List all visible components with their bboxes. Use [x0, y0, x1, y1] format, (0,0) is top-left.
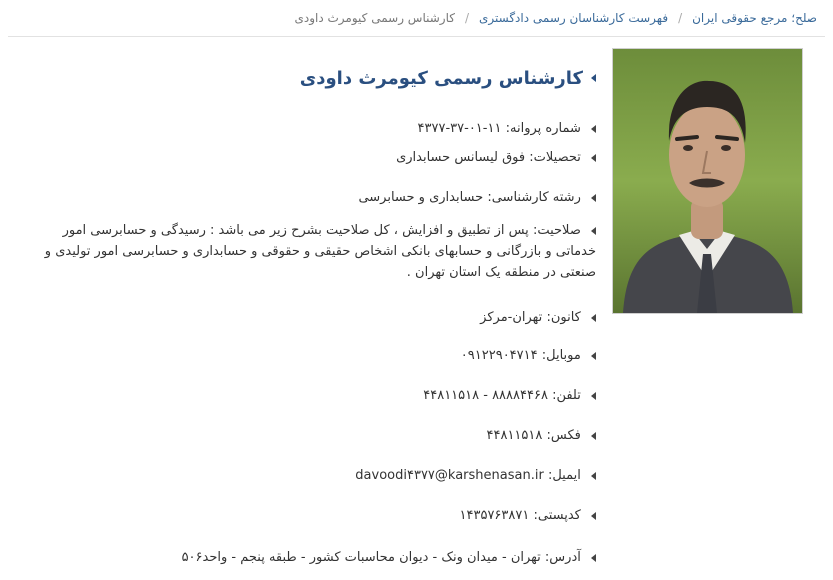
bullet-icon — [591, 512, 596, 520]
field-label: آدرس: — [544, 550, 581, 565]
field-label: ایمیل: — [547, 468, 581, 483]
profile-content — [24, 58, 596, 565]
breadcrumb-experts-list-link[interactable]: فهرست کارشناسان رسمی دادگستری — [479, 11, 669, 25]
education-field — [24, 147, 596, 168]
license-number-value: ۱۱-۰۱-۳۷-۴۳۷۷ — [417, 121, 502, 136]
phone-field — [24, 385, 596, 406]
field-label: فکس: — [546, 428, 581, 443]
bullet-icon — [591, 432, 596, 440]
person-photo-icon — [613, 49, 802, 313]
fax-field — [24, 425, 596, 446]
field-label: تلفن: — [552, 388, 581, 403]
postal-code-field — [24, 505, 596, 526]
postal-code-value: ۱۴۳۵۷۶۳۸۷۱ — [459, 508, 530, 523]
association-field — [24, 307, 596, 328]
expertise-value: حسابداری و حسابرسی — [358, 190, 484, 205]
expertise-field — [24, 187, 596, 208]
mobile-field — [24, 345, 596, 366]
email-value[interactable]: davoodi۴۳۷۷@karshenasan.ir — [355, 468, 544, 483]
breadcrumb-separator: / — [678, 11, 683, 25]
breadcrumb-home-link[interactable]: صلح؛ مرجع حقوقی ایران — [692, 11, 817, 25]
license-number-field — [24, 118, 596, 139]
bullet-icon — [591, 554, 596, 562]
email-field — [24, 465, 596, 486]
field-label: شماره پروانه: — [505, 121, 581, 136]
association-value: تهران-مرکز — [480, 310, 543, 325]
bullet-icon — [591, 194, 596, 202]
education-value: فوق لیسانس حسابداری — [396, 150, 526, 165]
bullet-icon — [591, 392, 596, 400]
fax-value: ۴۴۸۱۱۵۱۸ — [486, 428, 543, 443]
field-label: کدپستی: — [533, 508, 581, 523]
address-field — [24, 547, 596, 568]
field-label: کانون: — [546, 310, 581, 325]
breadcrumb-separator: / — [464, 11, 469, 25]
field-label: صلاحیت: — [532, 223, 581, 238]
breadcrumb-current: کارشناس رسمی کیومرث داودی — [294, 11, 455, 25]
bullet-icon — [591, 125, 596, 133]
qualification-value: پس از تطبیق و افزایش ، کل صلاحیت بشرح زیر می باشد : رسیدگی و حسابرسی امور خدماتی و بازرگانی و حسابهای بانکی اشخاص حقیقی و حقوقی و حسابداری و حسابرسی امور تولیدی و صنعتی در منطقه یک استان تهران . — [44, 223, 596, 280]
title-bullet-icon — [591, 74, 596, 82]
qualification-field — [24, 220, 596, 283]
bullet-icon — [591, 314, 596, 322]
breadcrumb — [8, 0, 825, 37]
page-title-text: کارشناس رسمی کیومرث داودی — [299, 67, 583, 89]
bullet-icon — [591, 227, 596, 235]
bullet-icon — [591, 154, 596, 162]
address-value: تهران - میدان ونک - دیوان محاسبات کشور - طبقه پنجم - واحد۵۰۶ — [181, 550, 541, 565]
field-label: رشته کارشناسی: — [487, 190, 581, 205]
mobile-value: ۰۹۱۲۲۹۰۴۷۱۴ — [460, 348, 538, 363]
phone-value: ۴۴۸۱۱۵۱۸ - ۸۸۸۸۴۴۶۸ — [423, 388, 548, 403]
bullet-icon — [591, 352, 596, 360]
field-label: تحصیلات: — [529, 150, 581, 165]
page-title — [24, 58, 596, 98]
field-label: موبایل: — [541, 348, 581, 363]
bullet-icon — [591, 472, 596, 480]
profile-photo — [612, 48, 803, 314]
